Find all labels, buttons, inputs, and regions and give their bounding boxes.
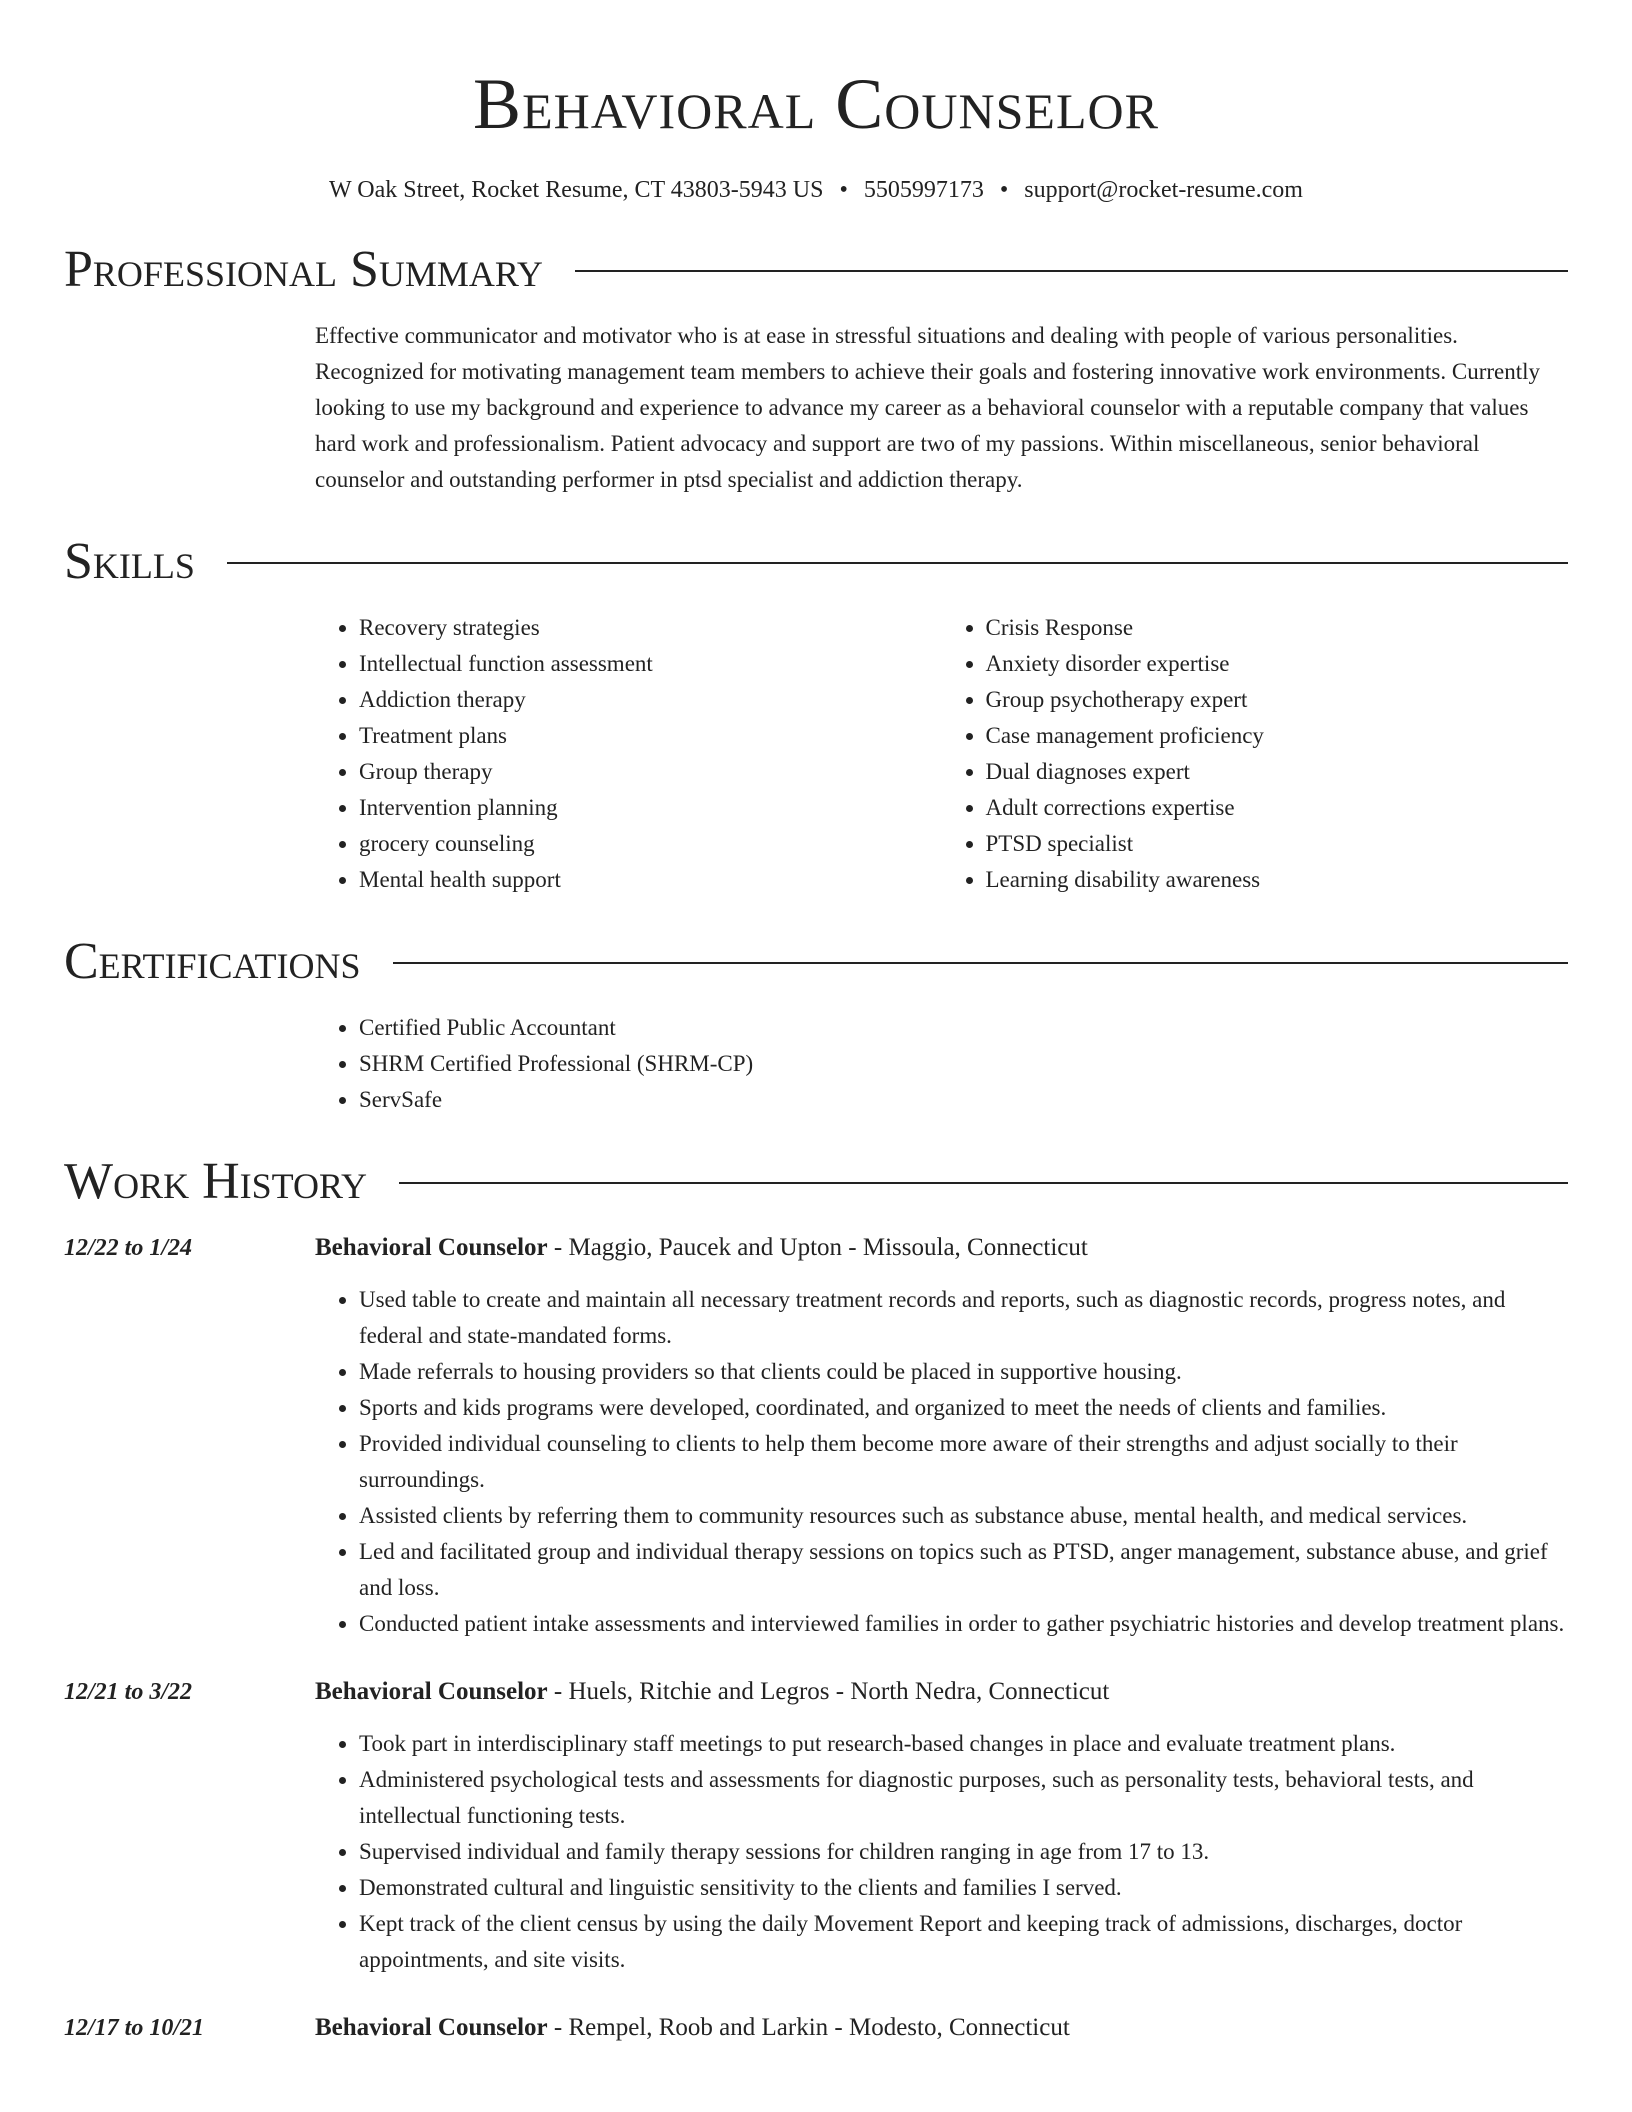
contact-phone: 5505997173 [863,177,984,203]
skill-item: • Case management proficiency [986,718,1569,754]
job-bullet: • Assisted clients by referring them to community resources such as substance abuse, mental health, and medical services. [359,1498,1568,1534]
section-title-summary: Professional Summary [64,241,543,298]
job-title [315,1230,1568,1266]
job-bullet: • Conducted patient intake assessments and interviewed families in order to gather psychiatric histories and develop treatment plans. [359,1606,1568,1642]
certification-item: • Certified Public Accountant [359,1010,1568,1046]
job-bullet: • Kept track of the client census by using the daily Movement Report and keeping track of admissions, discharges, doctor appointments, and site visits. [359,1906,1568,1978]
certifications-section-header [64,932,1568,992]
skill-item: • Crisis Response [986,610,1569,646]
job-entry [64,2010,1568,2046]
job-bullet: • Took part in interdisciplinary staff meetings to put research-based changes in place and evaluate treatment plans. [359,1726,1568,1762]
skill-item: • Adult corrections expertise [986,790,1569,826]
skill-item: • Mental health support [359,862,942,898]
section-divider [227,562,1568,564]
skill-item: • Treatment plans [359,718,942,754]
skills-list-right [942,610,1569,898]
skills-section-header [64,532,1568,592]
section-title-work: Work History [64,1153,368,1210]
certification-item: • SHRM Certified Professional (SHRM-CP) [359,1046,1568,1082]
section-divider [393,962,1568,964]
skill-item: • grocery counseling [359,826,942,862]
job-title [315,1674,1568,1710]
job-bullet: • Demonstrated cultural and linguistic sensitivity to the clients and families I served. [359,1870,1568,1906]
job-bullet: • Supervised individual and family therapy sessions for children ranging in age from 17 to 13. [359,1834,1568,1870]
job-dates: 12/17 to 10/21 [64,2015,205,2041]
certifications-body [315,1010,1568,1118]
skill-item: • Addiction therapy [359,682,942,718]
job-dates: 12/21 to 3/22 [64,1679,193,1705]
job-details: - Rempel, Roob and Larkin - Modesto, Connecticut [547,2014,1070,2041]
job-role: Behavioral Counselor [315,1234,548,1261]
summary-section-header [64,240,1568,300]
job-entry [64,1674,1568,1978]
contact-address: W Oak Street, Rocket Resume, CT 43803-5943 US [329,177,824,203]
skill-item: • Group psychotherapy expert [986,682,1569,718]
job-main [315,2010,1568,2046]
resume-name: Behavioral Counselor [473,64,1159,144]
contact-separator: • [999,177,1009,203]
job-title [315,2010,1568,2046]
skill-item: • Recovery strategies [359,610,942,646]
job-main [315,1674,1568,1978]
job-role: Behavioral Counselor [315,1678,548,1705]
job-main [315,1230,1568,1642]
section-divider [575,270,1568,272]
contact-line [64,174,1568,206]
job-role: Behavioral Counselor [315,2014,548,2041]
skill-item: • Intervention planning [359,790,942,826]
job-bullet: • Used table to create and maintain all necessary treatment records and reports, such as diagnostic records, progress notes, and federal and state-mandated forms. [359,1282,1568,1354]
job-bullet: • Made referrals to housing providers so that clients could be placed in supportive housing. [359,1354,1568,1390]
skill-item: • Anxiety disorder expertise [986,646,1569,682]
section-title-certifications: Certifications [64,933,361,990]
skill-item: • Learning disability awareness [986,862,1569,898]
work-section-header [64,1152,1568,1212]
section-divider [399,1182,1568,1184]
job-bullet: • Provided individual counseling to clients to help them become more aware of their strengths and adjust socially to their surroundings. [359,1426,1568,1498]
skills-body [315,610,1568,898]
job-bullet: • Administered psychological tests and assessments for diagnostic purposes, such as personality tests, behavioral tests, and intellectual functioning tests. [359,1762,1568,1834]
job-details: - Maggio, Paucek and Upton - Missoula, Connecticut [547,1234,1088,1261]
skills-list-left [315,610,942,898]
job-details: - Huels, Ritchie and Legros - North Nedra, Connecticut [547,1678,1110,1705]
job-entry [64,1230,1568,1642]
job-bullets [315,1282,1568,1642]
skill-item: • Intellectual function assessment [359,646,942,682]
skill-item: • Group therapy [359,754,942,790]
job-dates: 12/22 to 1/24 [64,1235,193,1261]
job-bullet: • Sports and kids programs were developed, coordinated, and organized to meet the needs of clients and families. [359,1390,1568,1426]
job-bullet: • Led and facilitated group and individual therapy sessions on topics such as PTSD, anger management, substance abuse, and grief and loss. [359,1534,1568,1606]
summary-text: Effective communicator and motivator who is at ease in stressful situations and dealing with people of various personalities. Recognized for motivating management team members to achieve their goals and fostering innovative work environments. Currently looking to use my background and experience to advance my career as a behavioral counselor with a reputable company that values hard work and professionalism. Patient advocacy and support are two of my passions. Within miscellaneous, senior behavioral counselor and outstanding performer in ptsd specialist and addiction therapy. [315,323,1541,492]
section-title-skills: Skills [64,533,195,590]
certifications-list [315,1010,1568,1118]
contact-email: support@rocket-resume.com [1024,177,1303,203]
job-bullets [315,1726,1568,1978]
summary-body [315,318,1568,498]
skill-item: • PTSD specialist [986,826,1569,862]
certification-item: • ServSafe [359,1082,1568,1118]
contact-separator: • [839,177,848,203]
skill-item: • Dual diagnoses expert [986,754,1569,790]
